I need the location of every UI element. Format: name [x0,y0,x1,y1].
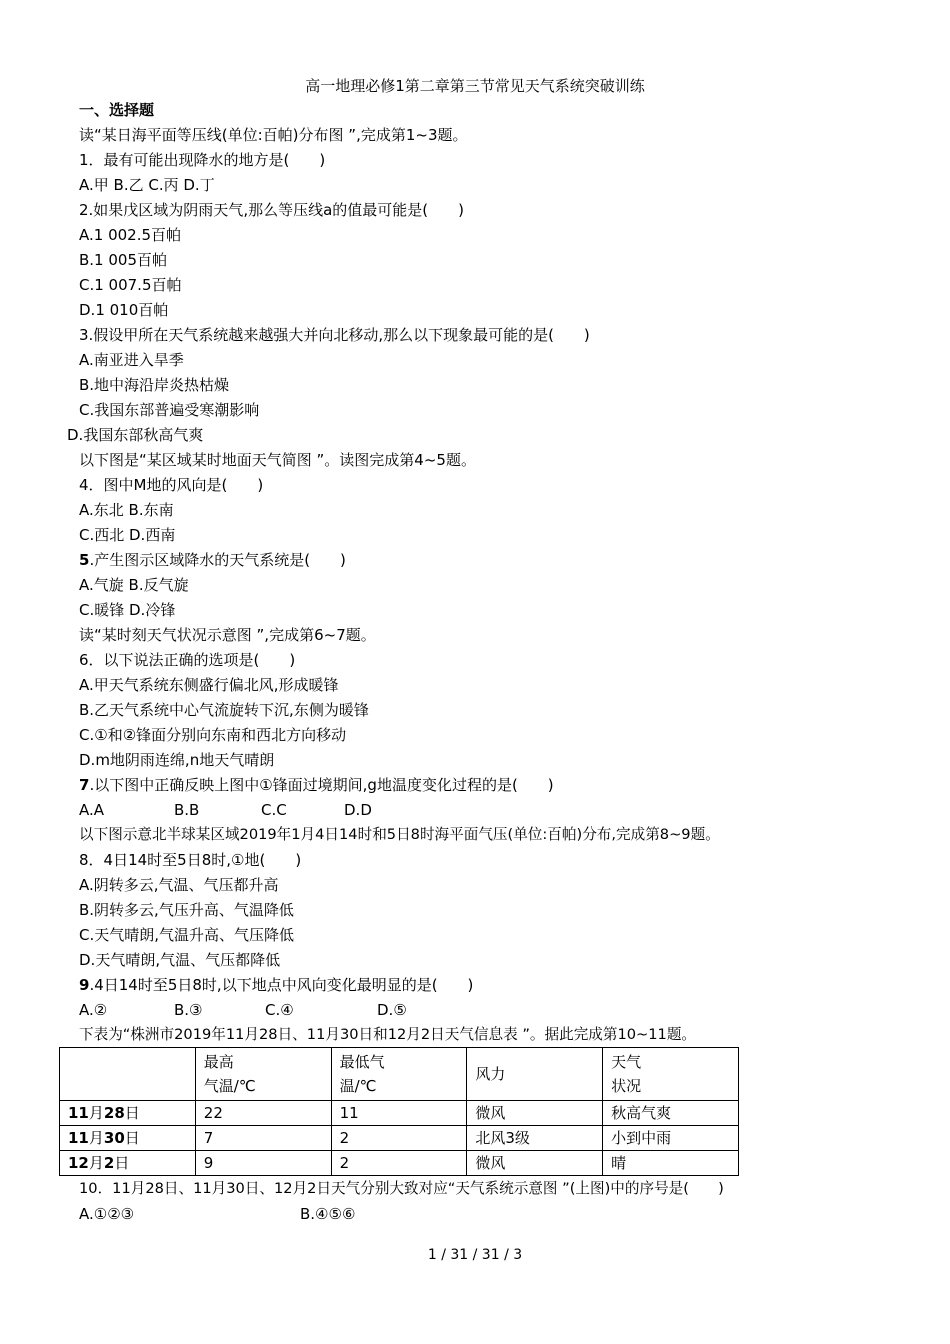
table-cell-low: 11 [331,1101,467,1126]
question-1-options: A.甲 B.乙 C.丙 D.丁 [79,176,215,194]
table-cell-high: 9 [195,1151,331,1176]
question-2-option-b: B.1 005百帕 [79,251,168,269]
table-header-row [60,1048,739,1101]
question-10-options [79,1204,355,1224]
question-9-number: 9 [79,976,90,994]
instruction-1-3: 读“某日海平面等压线(单位:百帕)分布图 ”,完成第1~3题。 [79,126,468,144]
table-cell-high: 22 [195,1101,331,1126]
question-10-option-b: B.④⑤⑥ [300,1205,356,1223]
table-cell-date: 11月28日 [60,1101,196,1126]
question-5-text: .产生图示区域降水的天气系统是( ) [89,551,346,569]
question-5 [79,550,346,570]
question-7-option-b: B.B [174,801,200,819]
table-cell-wind: 北风3级 [467,1126,603,1151]
table-cell-low: 2 [331,1151,467,1176]
question-2-option-d: D.1 010百帕 [79,301,169,319]
instruction-8-9: 以下图示意北半球某区域2019年1月4日14时和5日8时海平面气压(单位:百帕)分布,完成第8~9题。 [79,826,720,843]
question-7-option-d: D.D [344,801,372,819]
document-title: 高一地理必修1第二章第三节常见天气系统突破训练 [305,77,645,95]
question-5-options-cd: C.暖锋 D.冷锋 [79,601,176,619]
question-8-option-a: A.阴转多云,气温、气压都升高 [79,876,279,894]
weather-info-table [59,1047,739,1176]
instruction-4-5: 以下图是“某区域某时地面天气简图 ”。读图完成第4~5题。 [79,451,476,469]
question-9-options [79,1000,407,1020]
table-cell-high: 7 [195,1126,331,1151]
question-9-option-c: C.④ [265,1001,294,1019]
table-row [60,1126,739,1151]
instruction-10-11: 下表为“株洲市2019年11月28日、11月30日和12月2日天气信息表 ”。据此完成第10~11题。 [79,1026,697,1043]
question-10-option-a: A.①②③ [79,1205,135,1223]
question-3-option-b: B.地中海沿岸炎热枯燥 [79,376,230,394]
question-3-option-c: C.我国东部普遍受寒潮影响 [79,401,260,419]
table-cell-low: 2 [331,1126,467,1151]
question-7-options [79,800,372,820]
question-9-option-d: D.⑤ [377,1001,407,1019]
question-9-text: .4日14时至5日8时,以下地点中风向变化最明显的是( ) [89,976,474,994]
question-3: 3.假设甲所在天气系统越来越强大并向北移动,那么以下现象最可能的是( ) [79,326,590,344]
question-8: 8．4日14时至5日8时,①地( ) [79,851,302,869]
question-2-option-c: C.1 007.5百帕 [79,276,182,294]
question-7-text: .以下图中正确反映上图中①锋面过境期间,g地温度变化过程的是( ) [89,776,554,794]
question-5-number: 5 [79,551,90,569]
question-9-option-a: A.② [79,1001,108,1019]
table-header-low-temp: 最低气 温/℃ [331,1048,467,1101]
question-3-option-a: A.南亚进入旱季 [79,351,184,369]
question-7 [79,775,554,795]
table-header-date [60,1048,196,1101]
question-8-option-c: C.天气晴朗,气温升高、气压降低 [79,926,295,944]
table-cell-weather: 晴 [603,1151,739,1176]
question-7-option-c: C.C [261,801,287,819]
question-5-options-ab: A.气旋 B.反气旋 [79,576,189,594]
question-10: 10．11月28日、11月30日、12月2日天气分别大致对应“天气系统示意图 ”(上图)中的序号是( ) [79,1180,724,1197]
question-9 [79,975,473,995]
section-heading: 一、选择题 [79,101,155,119]
table-cell-date: 12月2日 [60,1151,196,1176]
question-6-option-c: C.①和②锋面分别向东南和西北方向移动 [79,726,347,744]
question-6-option-a: A.甲天气系统东侧盛行偏北风,形成暖锋 [79,676,339,694]
page-footer: 1 / 31 / 31 / 3 [427,1247,523,1263]
question-4-options-ab: A.东北 B.东南 [79,501,174,519]
table-cell-date: 11月30日 [60,1126,196,1151]
question-8-option-d: D.天气晴朗,气温、气压都降低 [79,951,281,969]
question-9-option-b: B.③ [174,1001,203,1019]
table-row [60,1151,739,1176]
question-2: 2.如果戊区域为阴雨天气,那么等压线a的值最可能是( ) [79,201,464,219]
question-1: 1．最有可能出现降水的地方是( ) [79,151,326,169]
question-4-options-cd: C.西北 D.西南 [79,526,176,544]
table-header-high-temp: 最高 气温/℃ [195,1048,331,1101]
question-6-option-d: D.m地阴雨连绵,n地天气晴朗 [79,751,275,769]
table-header-wind: 风力 [467,1048,603,1101]
table-cell-weather: 秋高气爽 [603,1101,739,1126]
question-7-number: 7 [79,776,90,794]
table-cell-weather: 小到中雨 [603,1126,739,1151]
question-2-option-a: A.1 002.5百帕 [79,226,182,244]
question-6-option-b: B.乙天气系统中心气流旋转下沉,东侧为暖锋 [79,701,369,719]
question-8-option-b: B.阴转多云,气压升高、气温降低 [79,901,294,919]
table-cell-wind: 微风 [467,1151,603,1176]
table-row [60,1101,739,1126]
question-7-option-a: A.A [79,801,105,819]
table-cell-wind: 微风 [467,1101,603,1126]
question-6: 6．以下说法正确的选项是( ) [79,651,296,669]
table-header-weather: 天气 状况 [603,1048,739,1101]
instruction-6-7: 读“某时刻天气状况示意图 ”,完成第6~7题。 [79,626,376,644]
question-4: 4．图中M地的风向是( ) [79,476,264,494]
question-3-option-d: D.我国东部秋高气爽 [67,426,204,444]
